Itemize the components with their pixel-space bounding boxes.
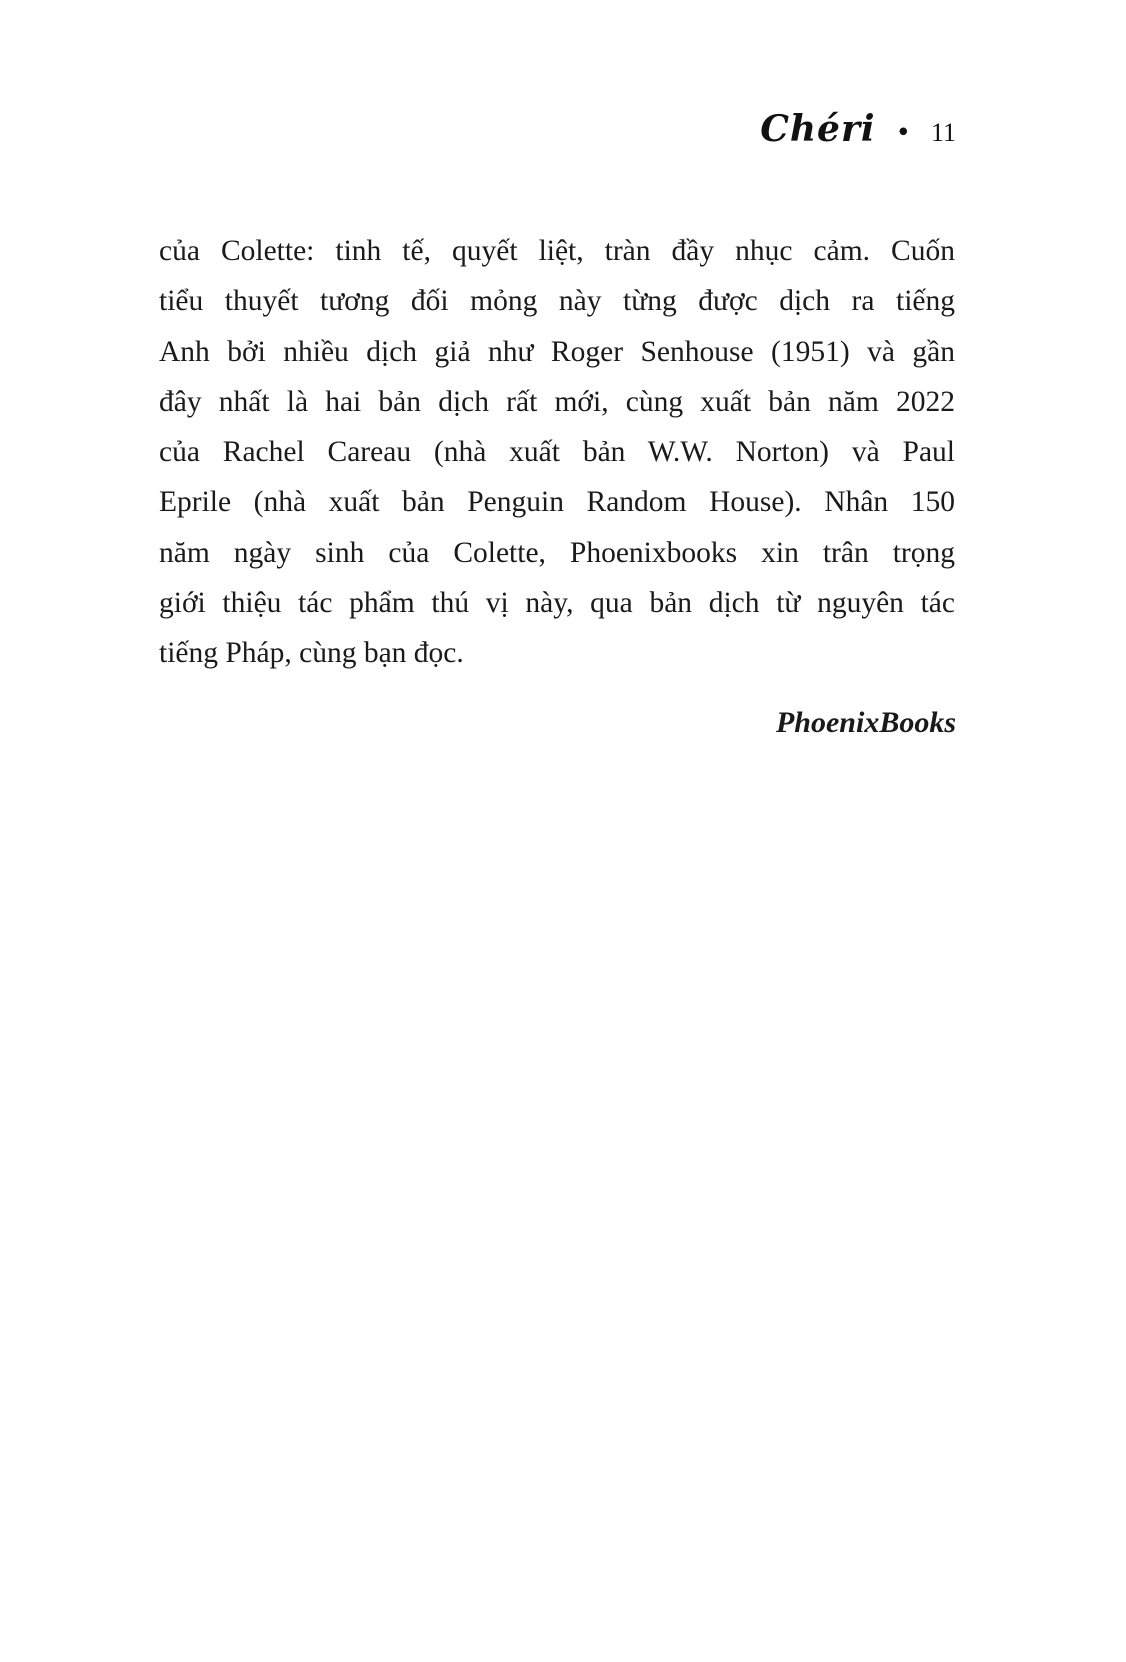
body-line-9: tiếng Pháp, cùng bạn đọc.: [159, 637, 464, 670]
body-line-5: của Rachel Careau (nhà xuất bản W.W. Norton) và Paul: [159, 436, 955, 469]
body-line-8: giới thiệu tác phẩm thú vị này, qua bản dịch từ nguyên tác: [159, 587, 955, 620]
body-paragraph: [159, 226, 955, 679]
running-title: Chéri: [760, 108, 876, 150]
signature: PhoenixBooks: [775, 706, 956, 739]
page-number: 11: [930, 118, 956, 147]
running-head: [760, 108, 956, 150]
body-line-6: Eprile (nhà xuất bản Penguin Random House). Nhân 150: [159, 486, 955, 519]
body-line-7: năm ngày sinh của Colette, Phoenixbooks xin trân trọng: [159, 536, 955, 569]
body-line-3: Anh bởi nhiều dịch giả như Roger Senhouse (1951) và gần: [159, 335, 955, 368]
body-line-2: tiểu thuyết tương đối mỏng này từng được dịch ra tiếng: [159, 285, 955, 318]
body-line-4: đây nhất là hai bản dịch rất mới, cùng xuất bản năm 2022: [159, 385, 955, 418]
header-separator-dot: •: [895, 118, 911, 148]
body-line-1: của Colette: tinh tế, quyết liệt, tràn đầy nhục cảm. Cuốn: [159, 235, 955, 267]
